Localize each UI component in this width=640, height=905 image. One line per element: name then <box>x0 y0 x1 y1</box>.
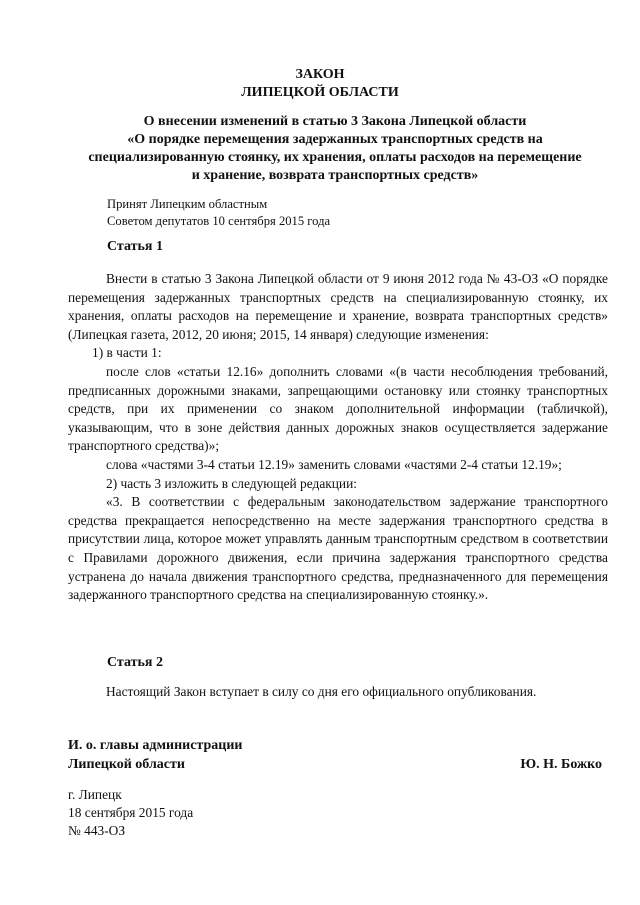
article1-item1-text2: слова «частями 3-4 статьи 12.19» заменить словами «частями 2-4 статьи 12.19»; <box>106 456 562 472</box>
article1-item1: 1) в части 1: <box>92 345 162 361</box>
adoption-note-line1: Принят Липецким областным <box>107 197 268 211</box>
article1-item2-text: «3. В соответствии с федеральным законодательством задержание транспортного средства прекращается непосредственно на месте задержания транспортного средства в присутствии лица, которое может управлять данным транспортным средством в соответствии с Правилами дорожного движения, если причина задержания транспортного средства устранена до начала движения транспортного средства, предназначенного для перемещения задержанного транспортного средства на специализированную стоянку.». <box>68 494 608 603</box>
article1-para1: Внести в статью 3 Закона Липецкой области от 9 июня 2012 года № 43-ОЗ «О порядке перемещения задержанных транспортных средств на специализированную стоянку, их хранения, оплаты расходов на перемещение и хранение, возврата транспортных средств» (Липецкая газета, 2012, 20 июня; 2015, 14 января) следующие изменения: <box>68 271 608 342</box>
signatory-position-line1: И. о. главы администрации <box>68 738 243 753</box>
article2-text: Настоящий Закон вступает в силу со дня его официального опубликования. <box>106 684 537 699</box>
footer-city: г. Липецк <box>68 787 122 802</box>
signature-block <box>68 736 608 774</box>
article1-item2: 2) часть 3 изложить в следующей редакции: <box>106 475 357 491</box>
article2-heading: Статья 2 <box>107 655 163 670</box>
law-subtitle-line3: специализированную стоянку, их хранения, оплаты расходов на перемещение <box>88 150 582 165</box>
article2-body <box>68 683 608 702</box>
law-title-line1: ЗАКОН <box>295 67 345 82</box>
footer-number: № 443-ОЗ <box>68 823 126 838</box>
law-subtitle-line2: «О порядке перемещения задержанных транспортных средств на <box>127 132 543 147</box>
law-title <box>0 66 640 102</box>
adoption-note <box>107 196 330 230</box>
law-subtitle-line1: О внесении изменений в статью 3 Закона Липецкой области <box>143 114 527 129</box>
law-title-line2: ЛИПЕЦКОЙ ОБЛАСТИ <box>241 85 399 100</box>
article1-heading: Статья 1 <box>107 239 163 254</box>
law-subtitle-line4: и хранение, возврата транспортных средств» <box>191 168 479 183</box>
adoption-note-line2: Советом депутатов 10 сентября 2015 года <box>107 214 331 228</box>
article1-item1-text1: после слов «статьи 12.16» дополнить словами «(в части несоблюдения требований, предписанных дорожными знаками, запрещающими остановку или стоянку транспортных средств, при их применении со знаком дополнительной информации (табличкой), указывающим, что в зоне действия данных дорожных знаков осуществляется задержание транспортного средства)»; <box>68 363 608 454</box>
law-subtitle <box>60 113 610 185</box>
article1-body <box>68 270 608 605</box>
signatory-position-line2: Липецкой области <box>68 757 185 772</box>
footer-date: 18 сентября 2015 года <box>68 805 194 820</box>
signatory-name: Ю. Н. Божко <box>520 757 602 772</box>
document-footer <box>68 786 193 840</box>
